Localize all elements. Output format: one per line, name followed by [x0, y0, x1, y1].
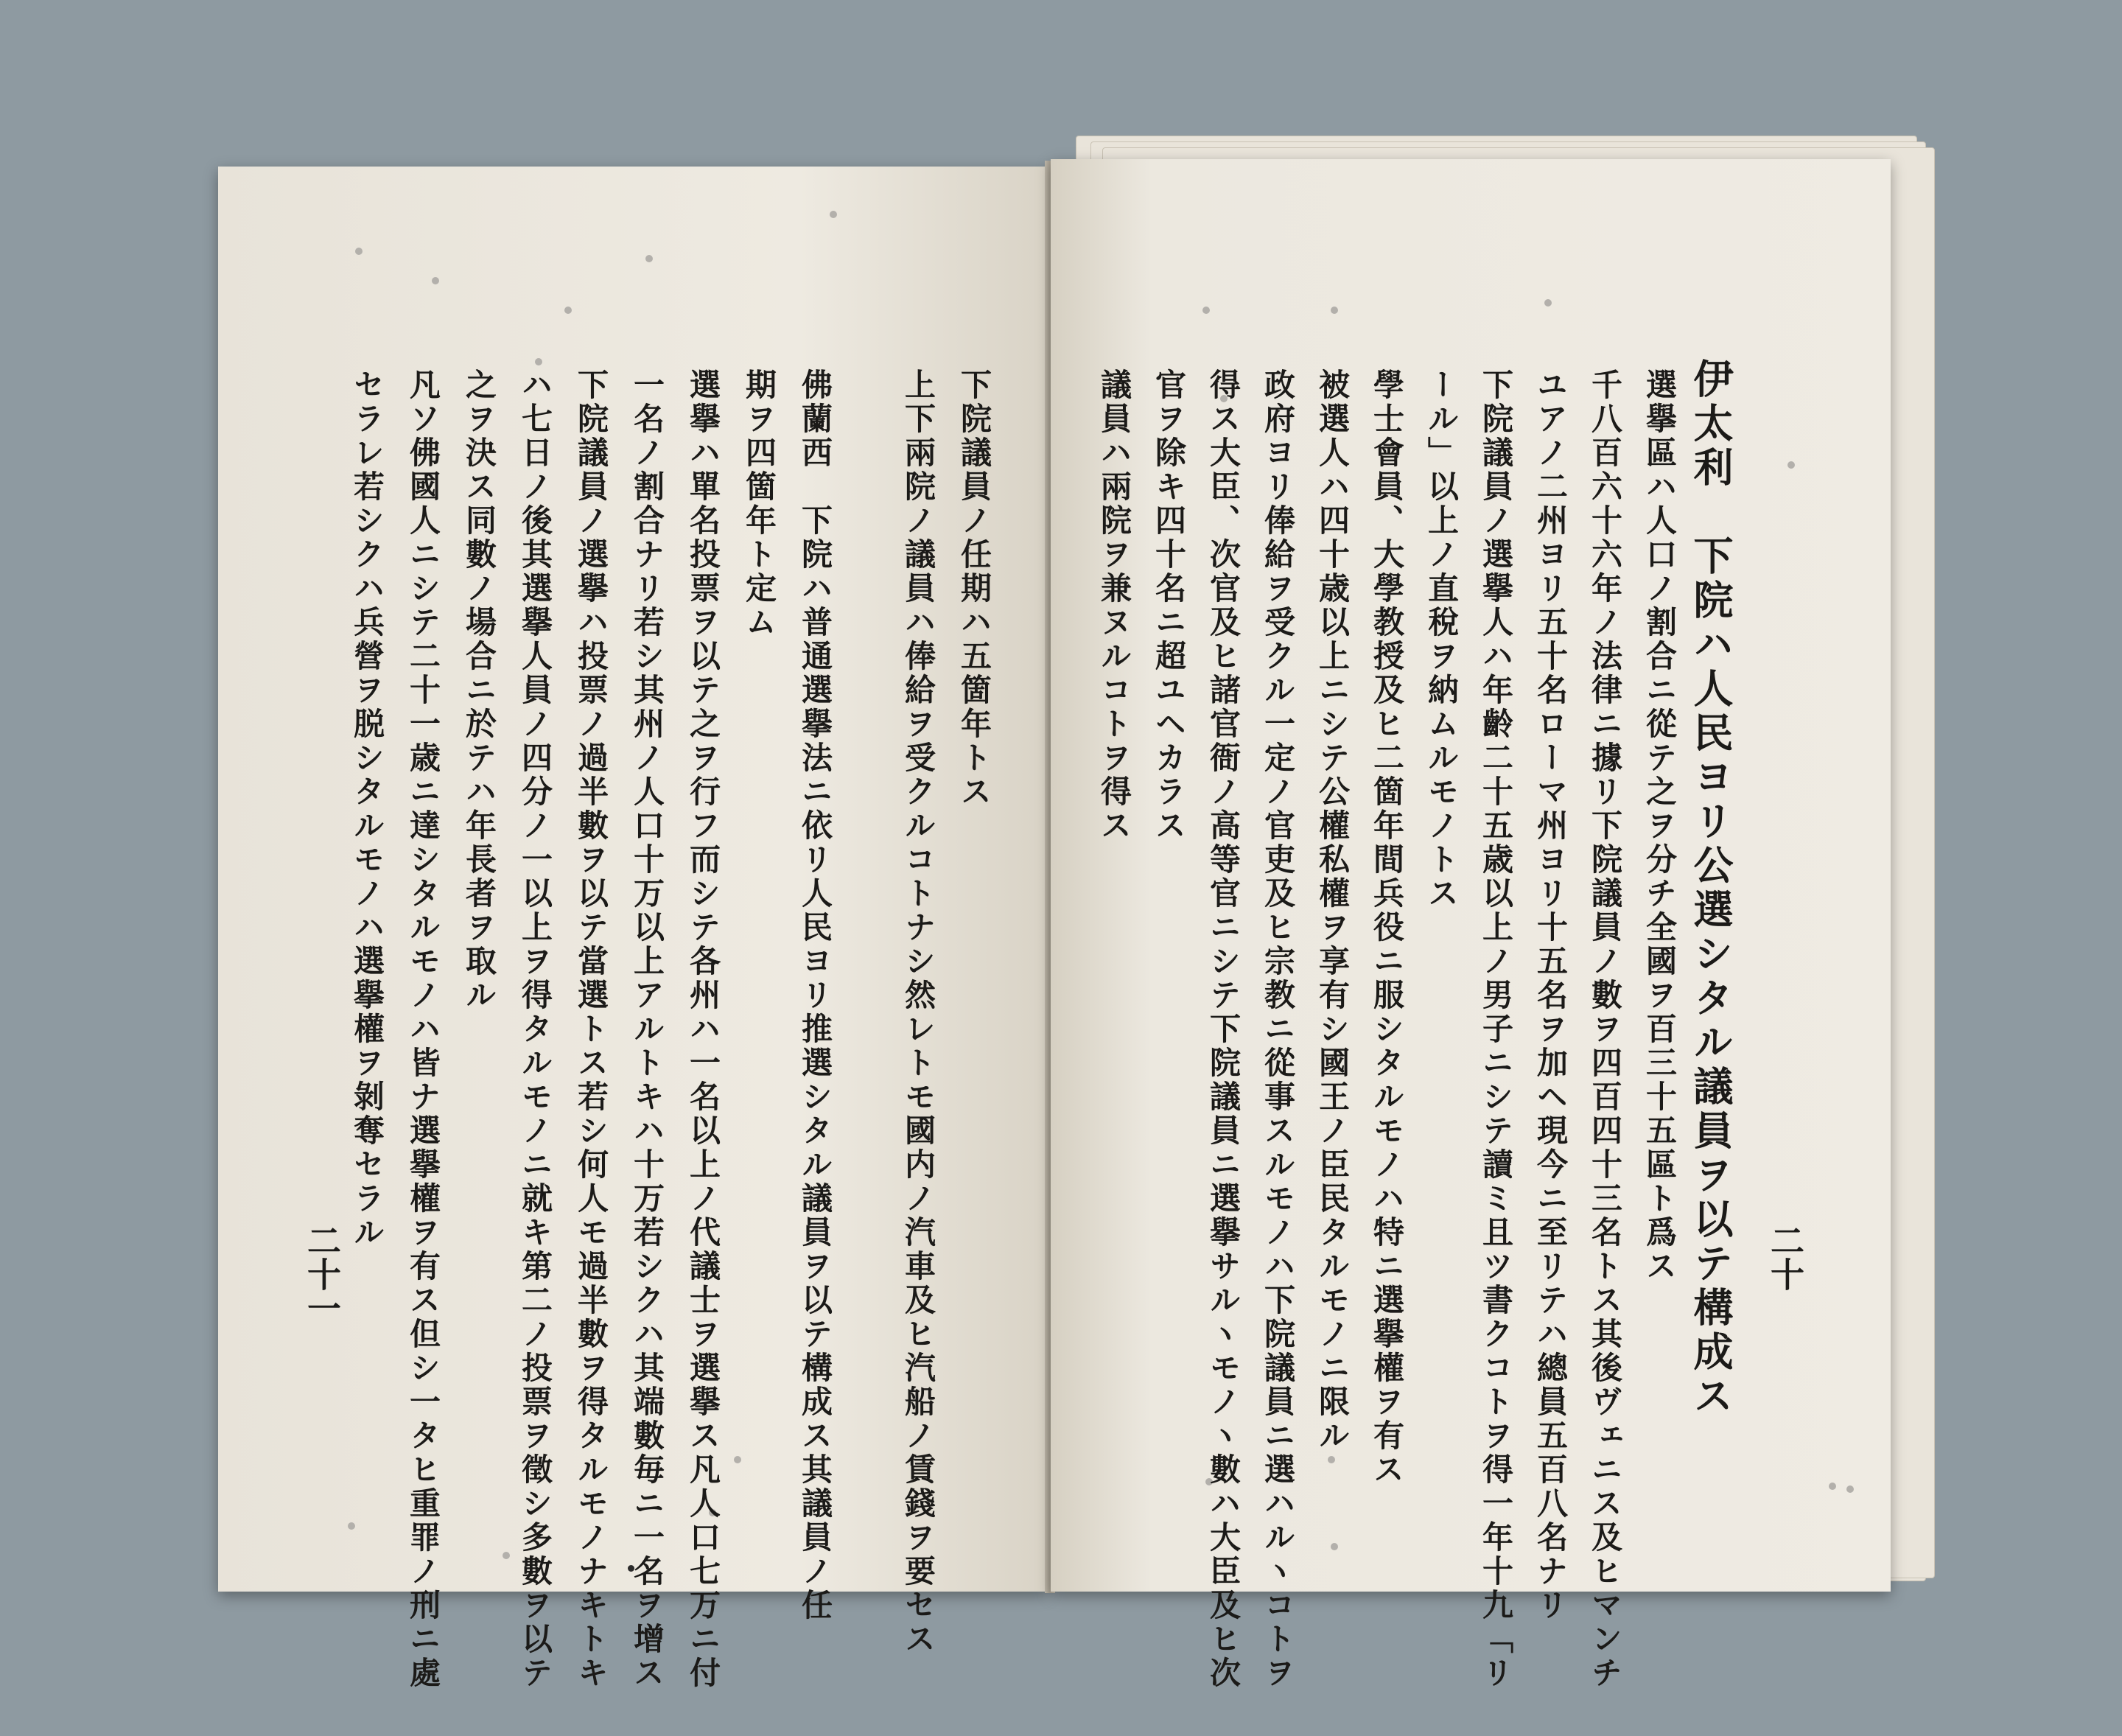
text-line: 下院議員ノ選擧人ハ年齡二十五歳以上ノ男子ニシテ讀ミ且ツ書クコトヲ得一年十九「リ: [1478, 368, 1514, 1690]
text-line: 被選人ハ四十歳以上ニシテ公權私權ヲ享有シ國王ノ臣民タルモノニ限ル: [1314, 368, 1351, 1453]
text-line: 學士會員、大學教授及ヒ二箇年間兵役ニ服シタルモノハ特ニ選擧權ヲ有ス: [1369, 368, 1405, 1487]
text-line: 凡ソ佛國人ニシテ二十一歳ニ達シタルモノハ皆ナ選擧權ヲ有ス但シ一タヒ重罪ノ刑ニ處: [405, 368, 441, 1690]
text-line: 期ヲ四箇年ト定ム: [741, 368, 777, 640]
text-line: 千八百六十六年ノ法律ニ據リ下院議員ノ數ヲ四百四十三名トス其後ヴェニス及ヒマンチ: [1587, 368, 1623, 1690]
text-line: 政府ヨリ俸給ヲ受クル一定ノ官吏及ヒ宗教ニ從事スルモノハ下院議員ニ選ハルヽコトヲ: [1260, 368, 1296, 1690]
text-line: 之ヲ決ス同數ノ場合ニ於テハ年長者ヲ取ル: [461, 368, 497, 1012]
text-line: 佛蘭西 下院ハ普通選擧法ニ依リ人民ヨリ推選シタル議員ヲ以テ構成ス其議員ノ任: [797, 368, 833, 1623]
text-line: 選擧ハ單名投票ヲ以テ之ヲ行フ而シテ各州ハ一名以上ノ代議士ヲ選擧ス凡人口七万ニ付: [685, 368, 721, 1690]
text-line: 一名ノ割合ナリ若シ其州ノ人口十万以上アルトキハ十万若シクハ其端數毎ニ一名ヲ增ス: [629, 368, 665, 1690]
text-line: ール」以上ノ直稅ヲ納ムルモノトス: [1424, 368, 1460, 911]
text-line: 選擧區ハ人口ノ割合ニ從テ之ヲ分チ全國ヲ百三十五區ト爲ス: [1642, 368, 1678, 1284]
text-line: ユアノ二州ヨリ五十名ローマ州ヨリ十五名ヲ加ヘ現今ニ至リテハ總員五百八名ナリ: [1533, 368, 1569, 1623]
text-line: 官ヲ除キ四十名ニ超ユヘカラス: [1151, 368, 1187, 843]
text-line: 伊太利 下院ハ人民ヨリ公選シタル議員ヲ以テ構成ス: [1687, 358, 1734, 1419]
page-number: 二十一: [302, 1223, 342, 1325]
text-line: 下院議員ノ任期ハ五箇年トス: [956, 368, 992, 809]
text-line: 議員ハ兩院ヲ兼ヌルコトヲ得ス: [1096, 368, 1132, 843]
text-line: 下院議員ノ選擧ハ投票ノ過半數ヲ以テ當選トス若シ何人モ過半數ヲ得タルモノナキトキ: [573, 368, 609, 1690]
text-line: 上下兩院ノ議員ハ俸給ヲ受クルコトナシ然レトモ國内ノ汽車及ヒ汽船ノ賃錢ヲ要セス: [900, 368, 936, 1656]
text-line: 得ス大臣、次官及ヒ諸官衙ノ高等官ニシテ下院議員ニ選擧サルヽモノヽ數ハ大臣及ヒ次: [1205, 368, 1242, 1690]
page-number: 二十: [1765, 1223, 1805, 1291]
text-line: セラレ若シクハ兵營ヲ脱シタルモノハ選擧權ヲ剝奪セラル: [349, 368, 385, 1250]
text-line: ハ七日ノ後其選擧人員ノ四分ノ一以上ヲ得タルモノニ就キ第二ノ投票ヲ徵シ多數ヲ以テ: [517, 368, 553, 1690]
